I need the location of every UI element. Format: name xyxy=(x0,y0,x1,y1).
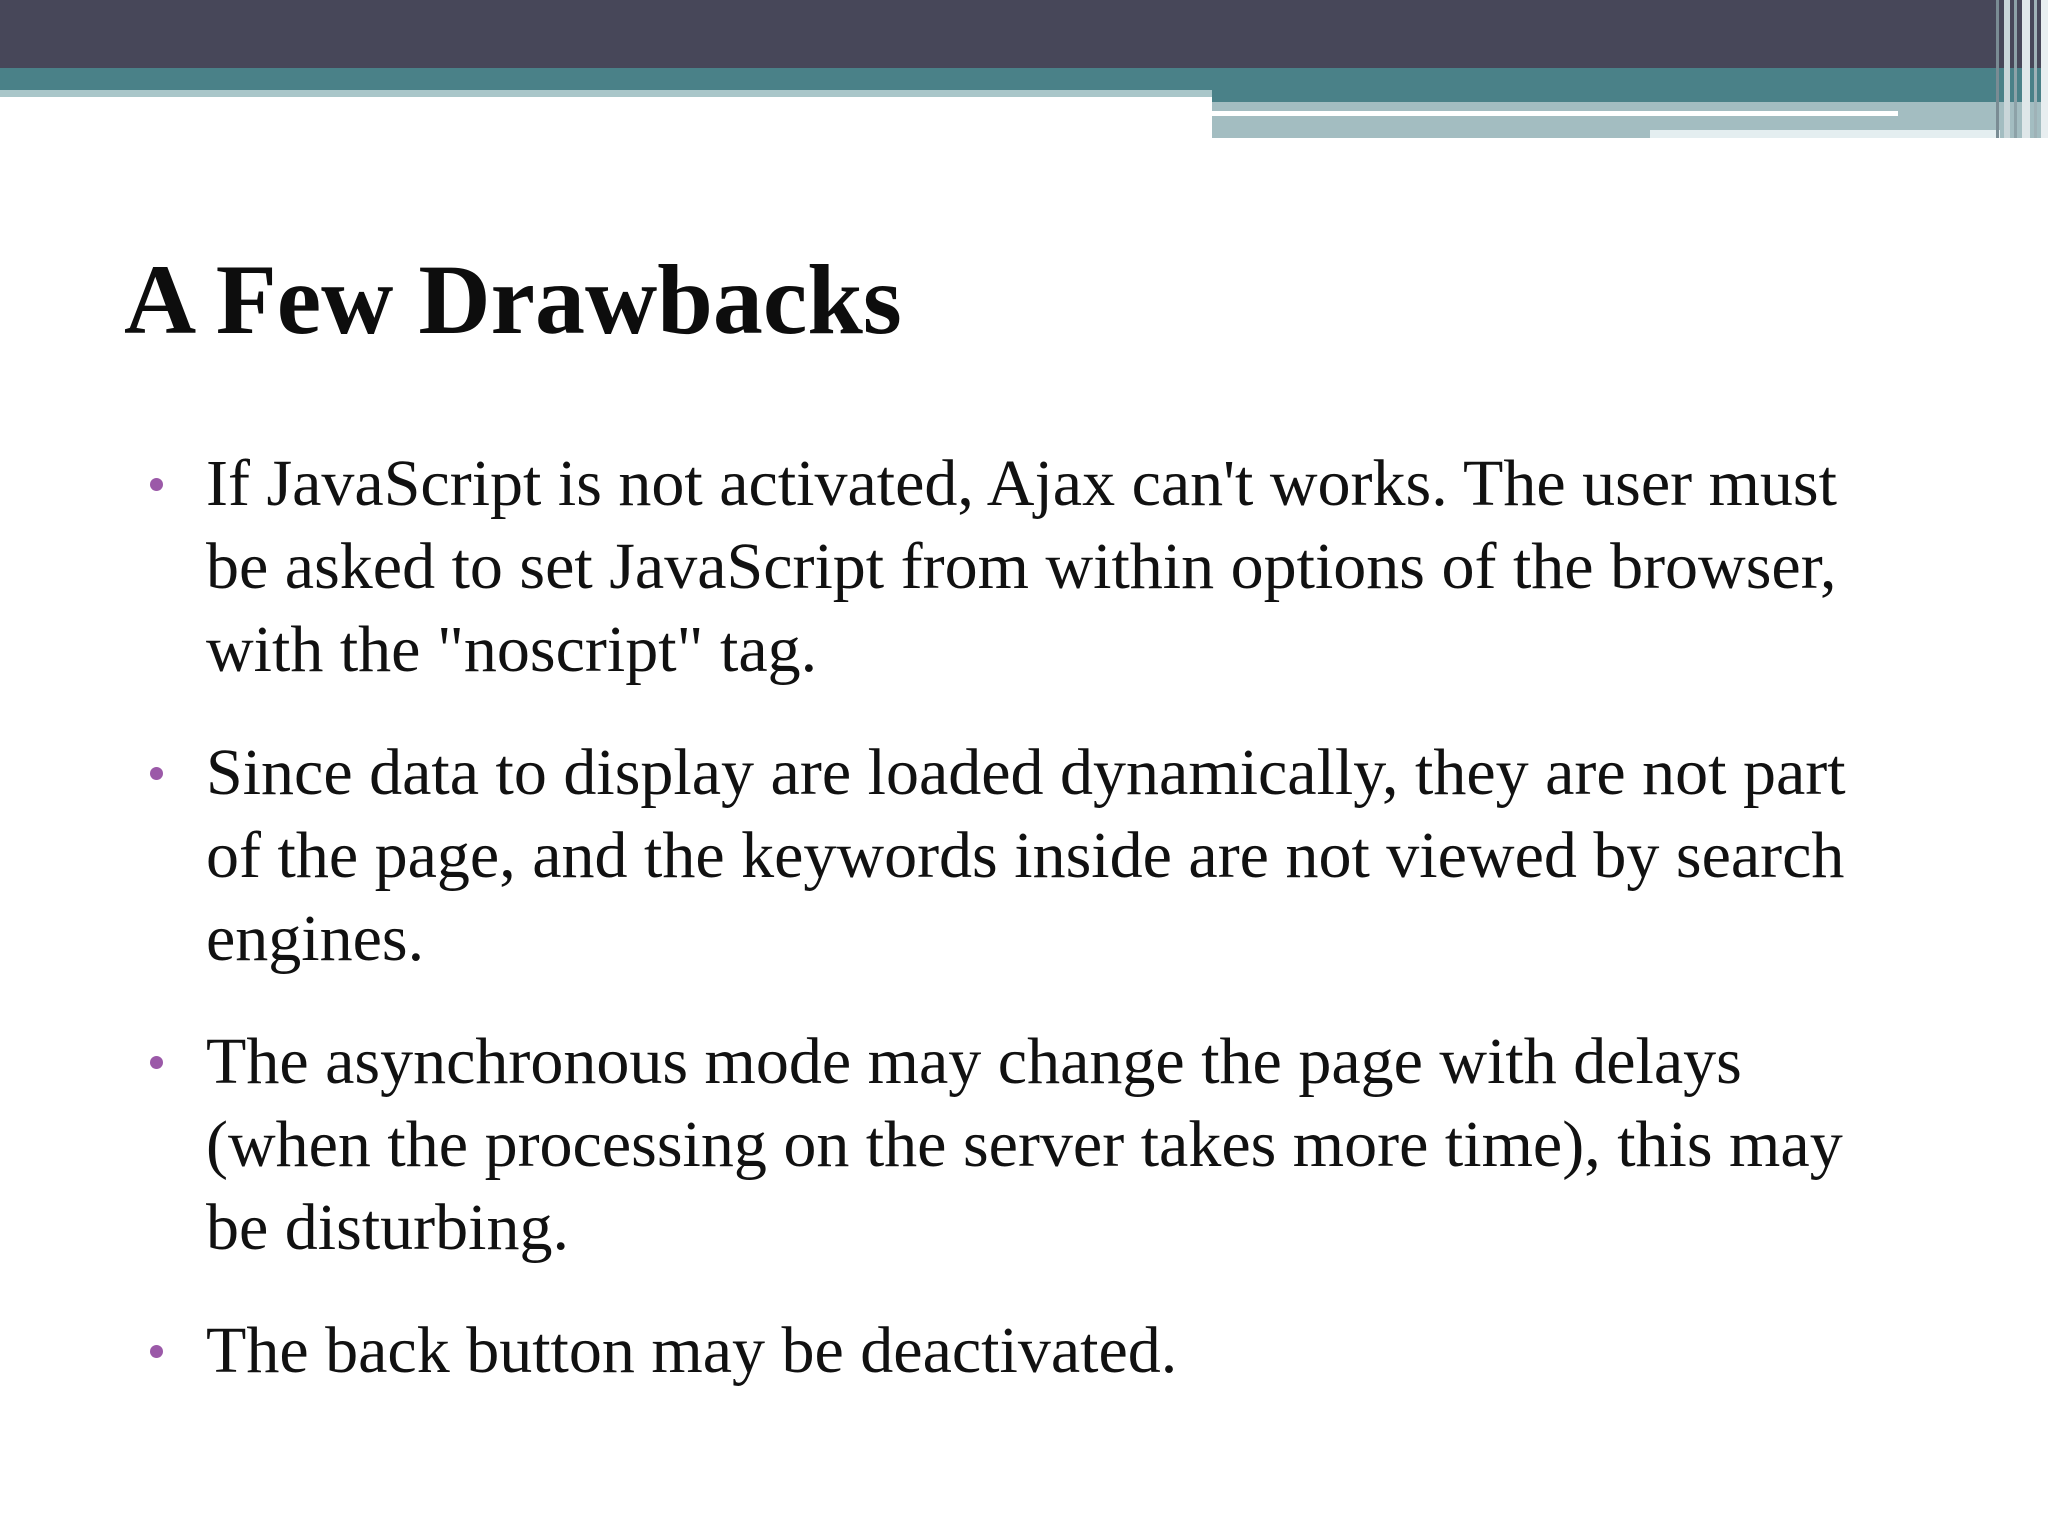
header-light-stripe xyxy=(0,90,1212,97)
header-white-line xyxy=(1212,111,1898,116)
bullet-dot-icon xyxy=(150,478,163,491)
bullet-item xyxy=(150,1309,1910,1392)
bullet-text: Since data to display are loaded dynamically, they are not part of the page, and the keywords inside are not viewed by search engines. xyxy=(206,736,1846,975)
bullet-text: The back button may be deactivated. xyxy=(206,1314,1178,1387)
bullet-dot-icon xyxy=(150,1345,163,1358)
bullet-dot-icon xyxy=(150,1056,163,1069)
bullet-item xyxy=(150,442,1910,691)
header-pale-stripe xyxy=(1650,130,2000,138)
bullet-list xyxy=(150,442,1910,1432)
slide-title: A Few Drawbacks xyxy=(124,244,902,355)
bullet-text: If JavaScript is not activated, Ajax can't works. The user must be asked to set JavaScript from within options of the browser, with the "noscript" tag. xyxy=(206,447,1837,686)
header-vertical-lines xyxy=(1992,0,2048,138)
bullet-item xyxy=(150,731,1910,980)
bullet-text: The asynchronous mode may change the page with delays (when the processing on the server takes more time), this may be disturbing. xyxy=(206,1025,1843,1264)
bullet-dot-icon xyxy=(150,767,163,780)
header-teal-band xyxy=(0,68,2048,90)
header-teal-step xyxy=(1212,90,2048,102)
bullet-item xyxy=(150,1020,1910,1269)
header-dark-band xyxy=(0,0,2048,68)
